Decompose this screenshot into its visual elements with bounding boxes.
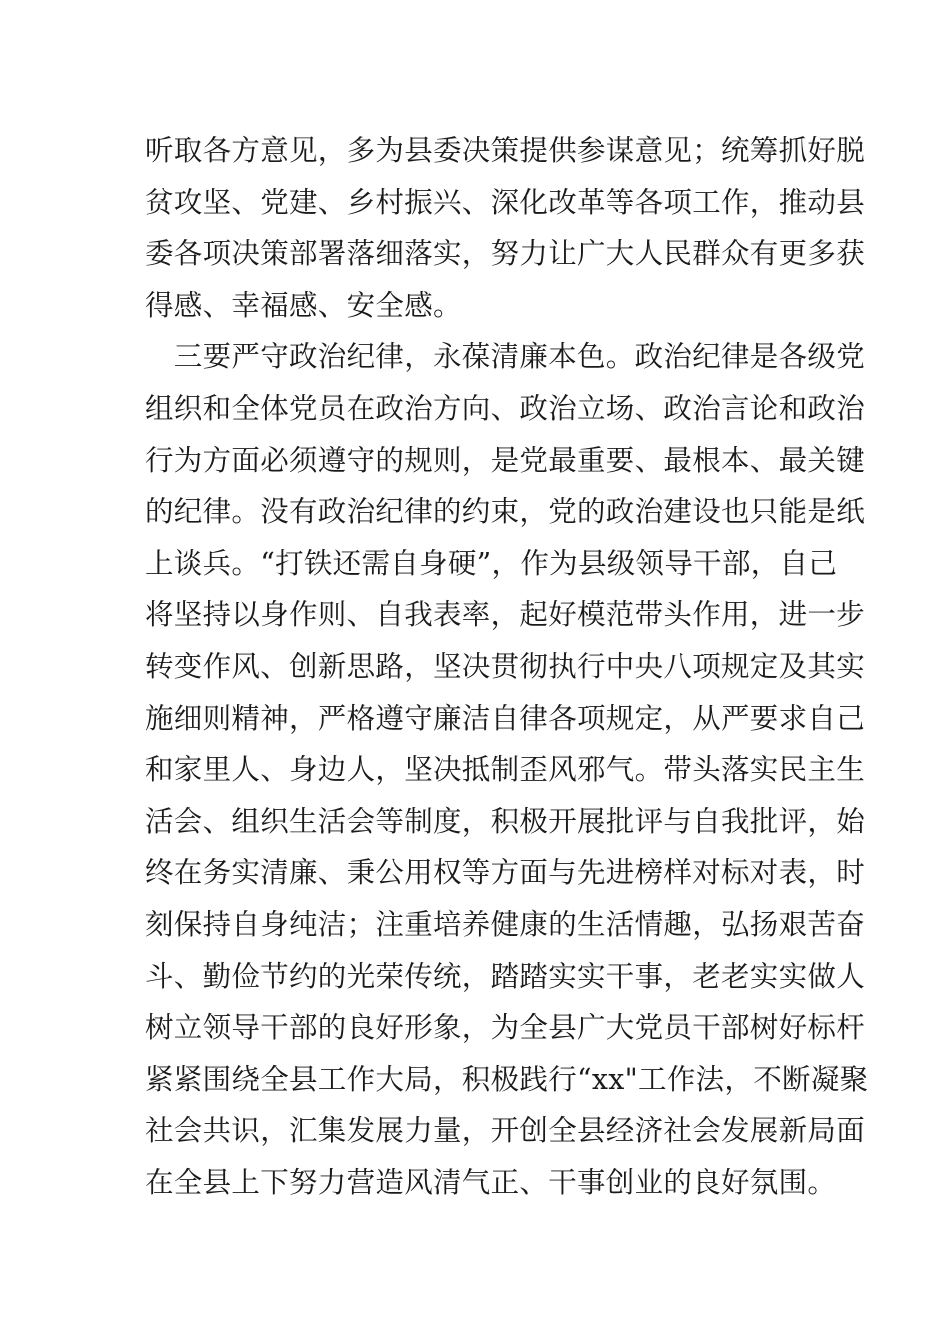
text-line: 听取各方意见，多为县委决策提供参谋意见；统筹抓好脱	[145, 134, 866, 167]
text-line: 树立领导干部的良好形象，为全县广大党员干部树好标杆	[145, 1011, 866, 1045]
text-line: 刻保持自身纯洁；注重培养健康的生活情趣，弘扬艰苦奋	[145, 907, 866, 941]
text-line: 社会共识，汇集发展力量，开创全县经济社会发展新局面	[145, 1114, 866, 1148]
text-line: 活会、组织生活会等制度，积极开展批评与自我批评，始	[145, 804, 866, 838]
text-line: 和家里人、身边人，坚决抵制歪风邪气。带头落实民主生	[145, 753, 866, 787]
text-line: 得感、幸福感、安全感。	[145, 288, 462, 322]
text-line: 行为方面必须遵守的规则，是党最重要、最根本、最关键	[145, 443, 866, 477]
paragraph-first-line: 三要严守政治纪律，永葆清廉本色。政治纪律是各级党	[145, 340, 866, 374]
text-line: 将坚持以身作则、自我表率，起好模范带头作用，进一步	[145, 598, 866, 632]
text-line: 在全县上下努力营造风清气正、干事创业的良好氛围。	[145, 1165, 837, 1199]
text-line: 组织和全体党员在政治方向、政治立场、政治言论和政治	[145, 391, 866, 425]
text-line: 斗、勤俭节约的光荣传统，踏踏实实干事，老老实实做人	[145, 959, 866, 993]
text-line: 转变作风、创新思路，坚决贯彻执行中央八项规定及其实	[145, 649, 866, 683]
text-line: 贫攻坚、党建、乡村振兴、深化改革等各项工作，推动县	[145, 185, 866, 219]
text-line: 紧紧围绕全县工作大局，积极践行“xx"工作法，不断凝聚	[145, 1062, 869, 1096]
text-line: 委各项决策部署落细落实，努力让广大人民群众有更多获	[145, 237, 866, 271]
text-line: 施细则精神，严格遵守廉洁自律各项规定，从严要求自己	[145, 701, 866, 735]
body-text	[145, 125, 869, 1208]
text-line: 终在务实清廉、秉公用权等方面与先进榜样对标对表，时	[145, 856, 866, 890]
text-line: 的纪律。没有政治纪律的约束，党的政治建设也只能是纸	[145, 495, 866, 529]
text-line: 上谈兵。“打铁还需自身硬”，作为县级领导干部，自己	[145, 546, 838, 580]
